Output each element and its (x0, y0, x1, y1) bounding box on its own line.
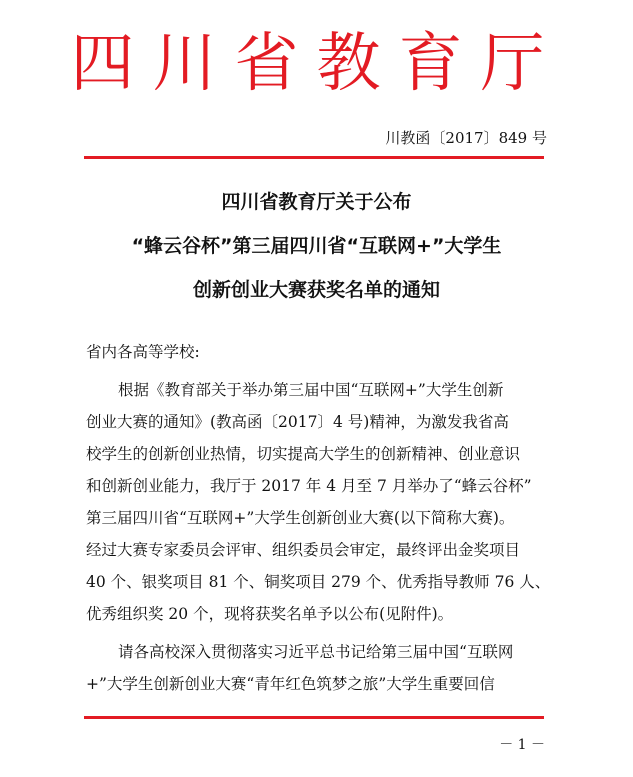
title-line-3: 创新创业大赛获奖名单的通知 (192, 279, 440, 301)
red-divider-bottom (84, 716, 544, 719)
salutation: 省内各高等学校: (86, 343, 200, 361)
red-divider-top (84, 156, 544, 159)
document-number: 川教函〔2017〕849 号 (385, 129, 547, 147)
page-number: － 1 － (499, 737, 545, 753)
body-line: 和创新创业能力，我厅于 2017 年 4 月至 7 月举办了“蜂云谷杯” (86, 477, 532, 495)
masthead-title: 四川省教育厅 (70, 27, 563, 101)
body-line: 根据《教育部关于举办第三届中国“互联网+”大学生创新 (118, 381, 504, 399)
body-line: 第三届四川省“互联网+”大学生创新创业大赛(以下简称大赛)。 (86, 509, 515, 527)
body-line: 优秀组织奖 20 个，现将获奖名单予以公布(见附件)。 (86, 605, 454, 623)
title-line-1: 四川省教育厅关于公布 (221, 191, 412, 213)
body-line: 校学生的创新创业热情，切实提高大学生的创新精神、创业意识 (86, 445, 521, 463)
title-line-2: “蜂云谷杯”第三届四川省“互联网+”大学生 (131, 235, 502, 257)
body-line: 40 个、银奖项目 81 个、铜奖项目 279 个、优秀指导教师 76 人、 (86, 573, 551, 591)
body-line: 经过大赛专家委员会评审、组织委员会审定，最终评出金奖项目 (86, 541, 521, 559)
body-line: 请各高校深入贯彻落实习近平总书记给第三届中国“互联网 (118, 643, 514, 661)
body-line: 创业大赛的通知》(教高函〔2017〕4 号)精神，为激发我省高 (86, 413, 509, 431)
body-line: +”大学生创新创业大赛“青年红色筑梦之旅”大学生重要回信 (86, 675, 495, 693)
